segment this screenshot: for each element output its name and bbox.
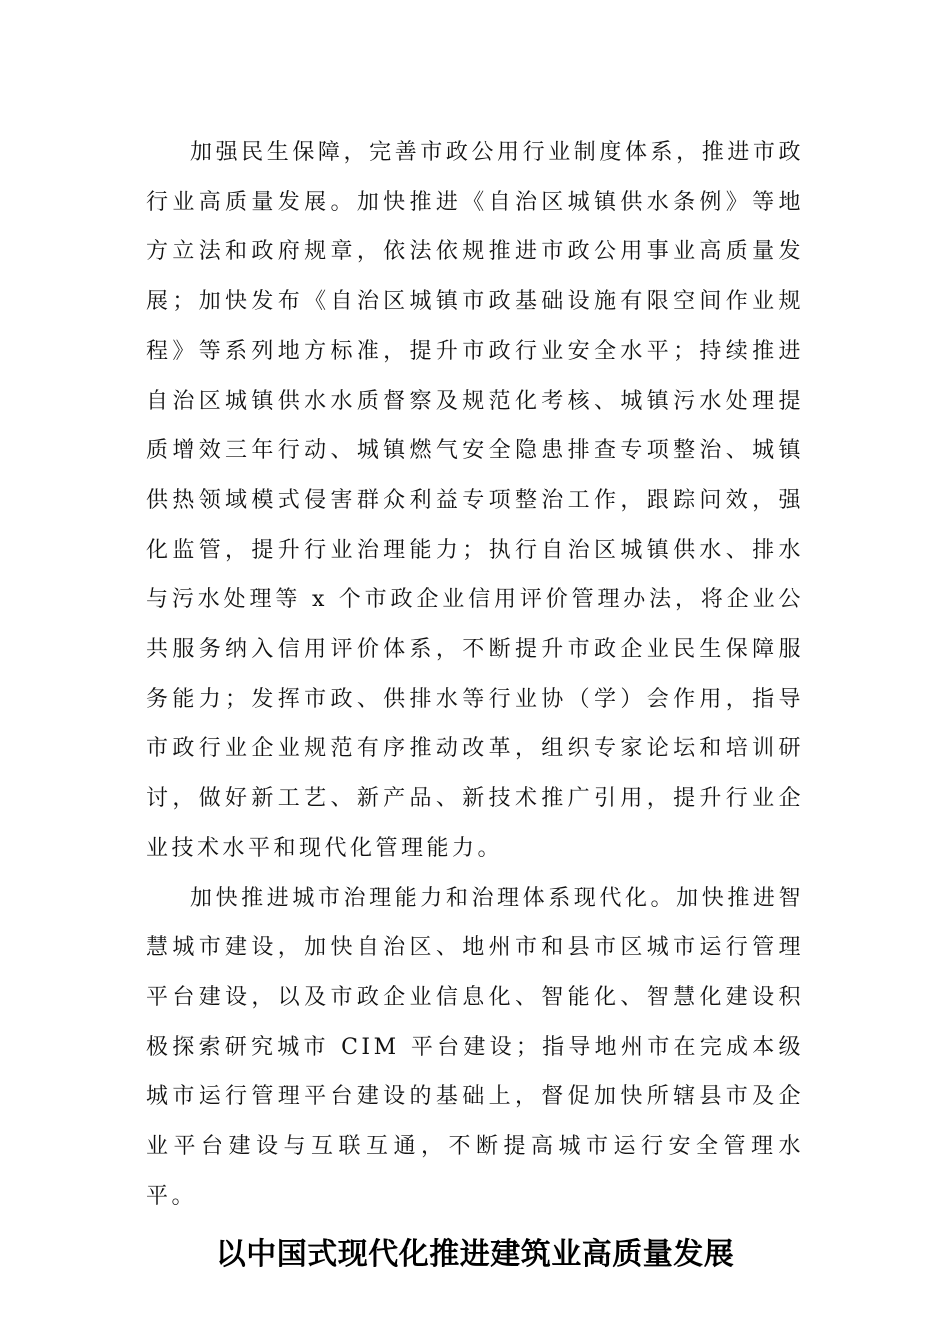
paragraph-urban-governance: 加快推进城市治理能力和治理体系现代化。加快推进智慧城市建设，加快自治区、地州市和县市区城市运行管理平台建设，以及市政企业信息化、智能化、智慧化建设积极探索研究城市 CIM 平台建设；指导地州市在完成本级城市运行管理平台建设的基础上，督促加快所辖县市及企业平台建设与互联互通，不断提高城市运行安全管理水平。	[146, 885, 804, 1209]
section-heading: 以中国式现代化推进建筑业高质量发展	[215, 1237, 735, 1273]
paragraph-livelihood-security: 加强民生保障，完善市政公用行业制度体系，推进市政行业高质量发展。加快推进《自治区城镇供水条例》等地方立法和政府规章，依法依规推进市政公用事业高质量发展；加快发布《自治区城镇市政基础设施有限空间作业规程》等系列地方标准，提升市政行业安全水平；持续推进自治区城镇供水水质督察及规范化考核、城镇污水处理提质增效三年行动、城镇燃气安全隐患排查专项整治、城镇供热领域模式侵害群众利益专项整治工作，跟踪问效，强化监管，提升行业治理能力；执行自治区城镇供水、排水与污水处理等 x 个市政企业信用评价管理办法，将企业公共服务纳入信用评价体系，不断提升市政企业民生保障服务能力；发挥市政、供排水等行业协（学）会作用，指导市政行业企业规范有序推动改革，组织专家论坛和培训研讨，做好新工艺、新产品、新技术推广引用，提升行业企业技术水平和现代化管理能力。	[146, 140, 804, 861]
document-body	[146, 128, 804, 1283]
